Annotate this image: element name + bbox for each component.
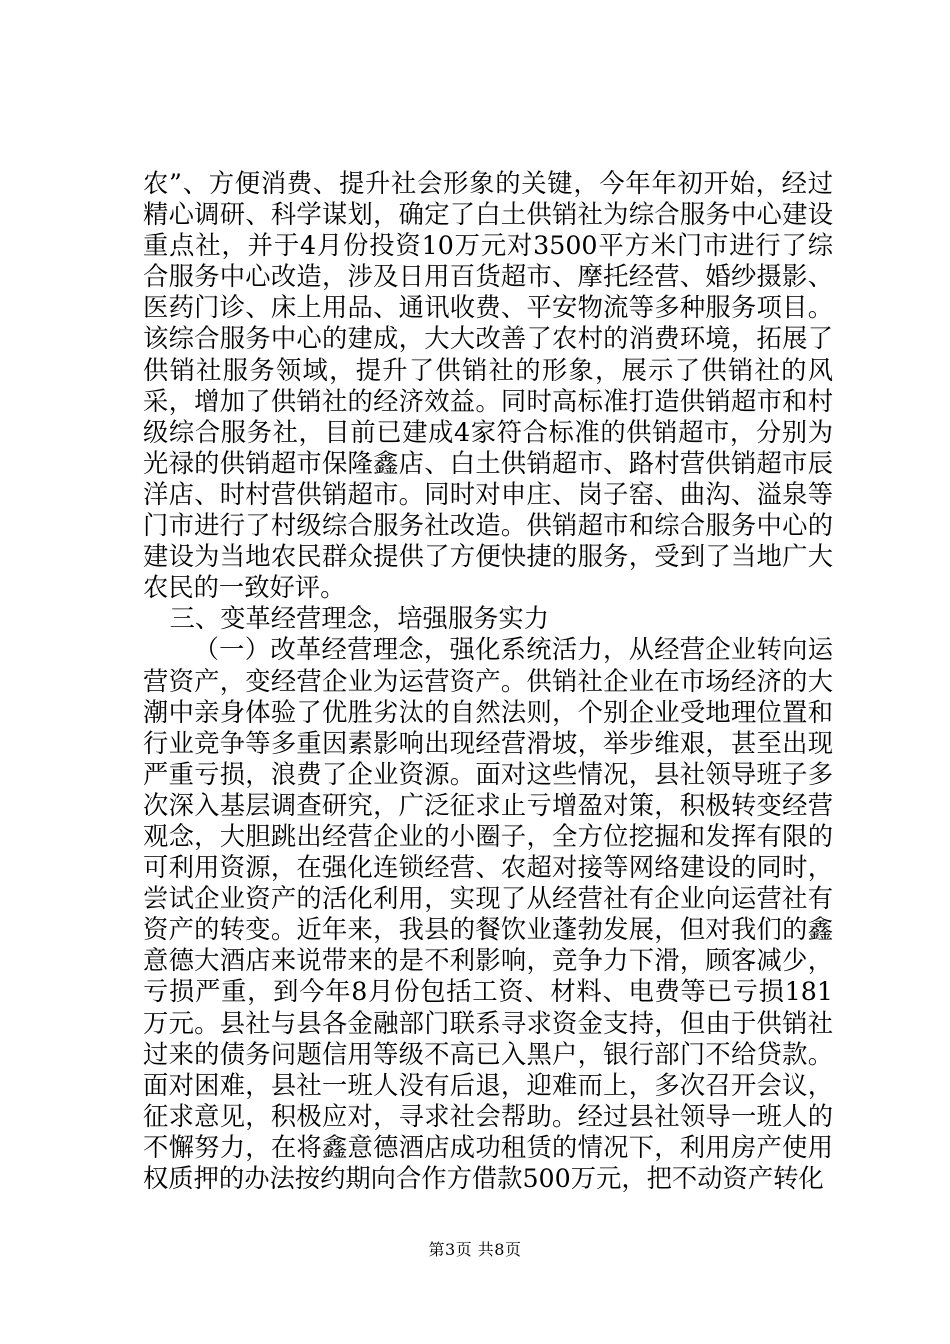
page-footer [0, 1240, 950, 1260]
page-number-label: 第3页 共8页 [428, 1240, 522, 1259]
document-body [143, 168, 833, 1194]
section-heading: 三、变革经营理念，培强服务实力 [169, 604, 550, 634]
paragraph-subsection-1: （一）改革经营理念，强化系统活力，从经营企业转向运营资产，变经营企业为运营资产。供销社企业在市场经济的大潮中亲身体验了优胜劣汰的自然法则，个别企业受地理位置和行业竞争等多重因素影响出现经营滑坡，举步维艰，甚至出现严重亏损，浪费了企业资源。面对这些情况，县社领导班子多次深入基层调查研究，广泛征求止亏增盈对策，积极转变经营观念，大胆跳出经营企业的小圈子，全方位挖掘和发挥有限的可利用资源，在强化连锁经营、农超对接等网络建设的同时，尝试企业资产的活化利用，实现了从经营社有企业向运营社有资产的转变。近年来，我县的餐饮业蓬勃发展，但对我们的鑫意德大酒店来说带来的是不利影响，竞争力下滑，顾客减少，亏损严重，到今年8月份包括工资、材料、电费等已亏损181万元。县社与县各金融部门联系寻求资金支持，但由于供销社过来的债务问题信用等级不高已入黑户，银行部门不给贷款。面对困难，县社一班人没有后退，迎难而上，多次召开会议，征求意见，积极应对，寻求社会帮助。经过县社领导一班人的不懈努力，在将鑫意德酒店成功租赁的情况下，利用房产使用权质押的办法按约期向合作方借款500万元，把不动资产转化 [143, 635, 833, 1193]
paragraph-continued: 农”、方便消费、提升社会形象的关键，今年年初开始，经过精心调研、科学谋划，确定了白土供销社为综合服务中心建设重点社，并于4月份投资10万元对3500平方米门市进行了综合服务中心改造，涉及日用百货超市、摩托经营、婚纱摄影、医药门诊、床上用品、通讯收费、平安物流等多种服务项目。该综合服务中心的建成，大大改善了农村的消费环境，拓展了供销社服务领域，提升了供销社的形象，展示了供销社的风采，增加了供销社的经济效益。同时高标准打造供销超市和村级综合服务社，目前已建成4家符合标准的供销超市，分别为光禄的供销超市保隆鑫店、白土供销超市、路村营供销超市辰洋店、时村营供销超市。同时对申庄、岗子窑、曲沟、溢泉等门市进行了村级综合服务社改造。供销超市和综合服务中心的建设为当地农民群众提供了方便快捷的服务，受到了当地广大农民的一致好评。 [143, 169, 833, 603]
